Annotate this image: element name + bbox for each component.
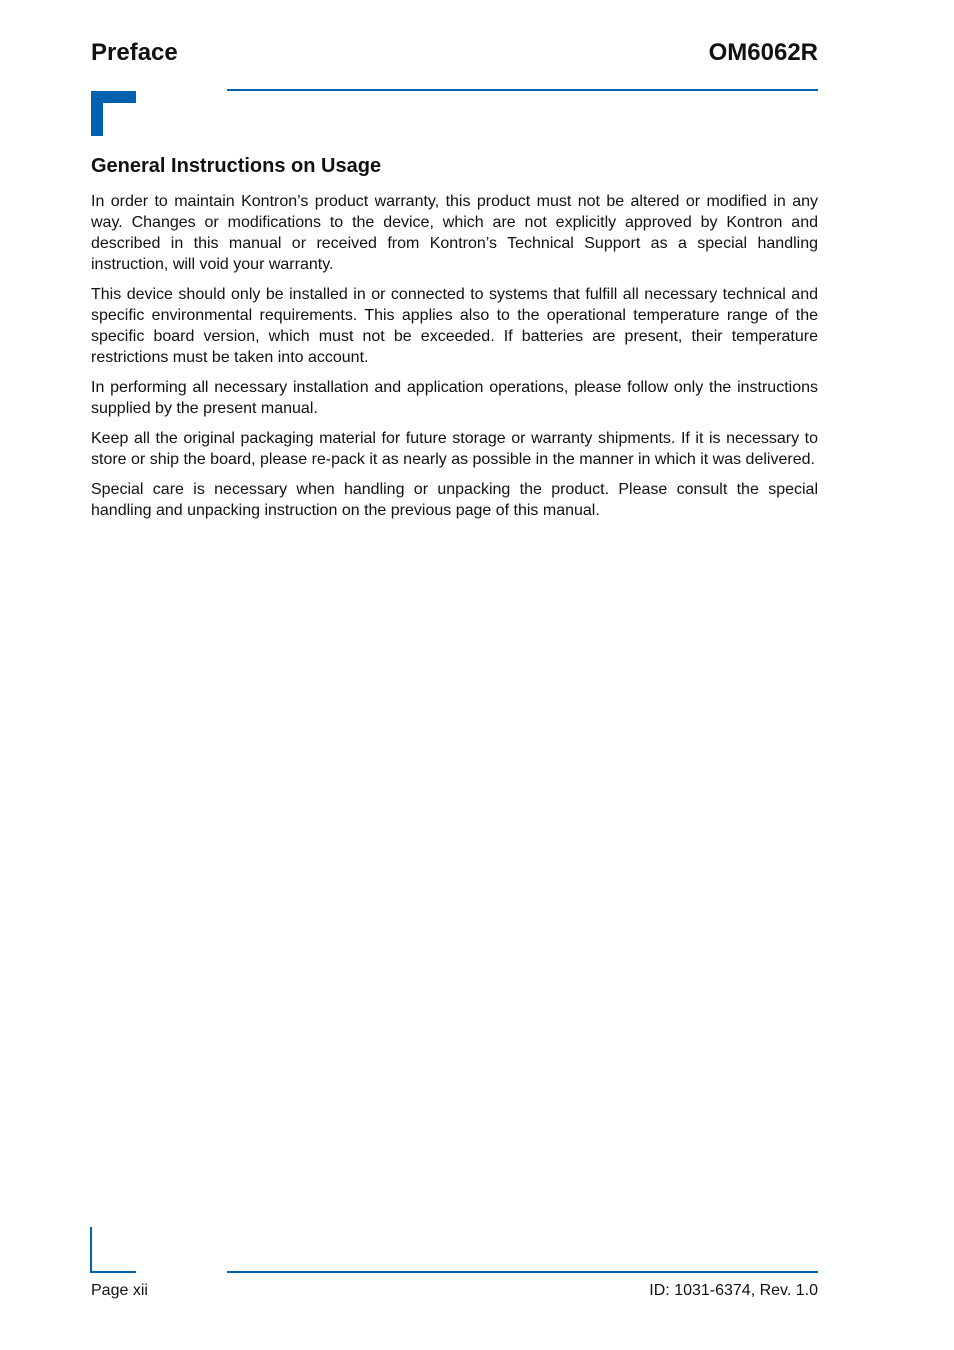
paragraph-warranty: In order to maintain Kontron’s product warranty, this product must not be altered or modified in any way. Changes or modifications to the device, which are not explicitly approved by Kontron and described in this manual or received from Kontron’s Technical Support as a special handling instruction, will void your warranty. [91,193,818,273]
document-id: ID: 1031-6374, Rev. 1.0 [649,1282,818,1299]
main-content [91,152,818,530]
paragraph-installation-requirements: This device should only be installed in or connected to systems that fulfill all necessary technical and specific environmental requirements. This applies also to the operational temperature range of the specific board version, which must not be exceeded. If batteries are present, their temperature restrictions must be taken into account. [91,286,818,366]
corner-mark-icon [91,91,136,136]
paragraph-operations: In performing all necessary installation and application operations, please follow only the instructions supplied by the present manual. [91,379,818,417]
header-rule [227,89,818,91]
paragraph-handling: Special care is necessary when handling or unpacking the product. Please consult the special handling and unpacking instruction on the previous page of this manual. [91,481,818,519]
page-number: Page xii [91,1282,148,1299]
header-section-title: Preface [91,39,178,66]
section-heading: General Instructions on Usage [91,155,382,177]
paragraph-packaging: Keep all the original packaging material for future storage or warranty shipments. If it is necessary to store or ship the board, please re-pack it as nearly as possible in the manner in which it was delivered. [91,430,818,468]
footer-corner-icon [90,1227,136,1273]
footer-rule [227,1271,818,1273]
header-product-name: OM6062R [708,39,818,66]
